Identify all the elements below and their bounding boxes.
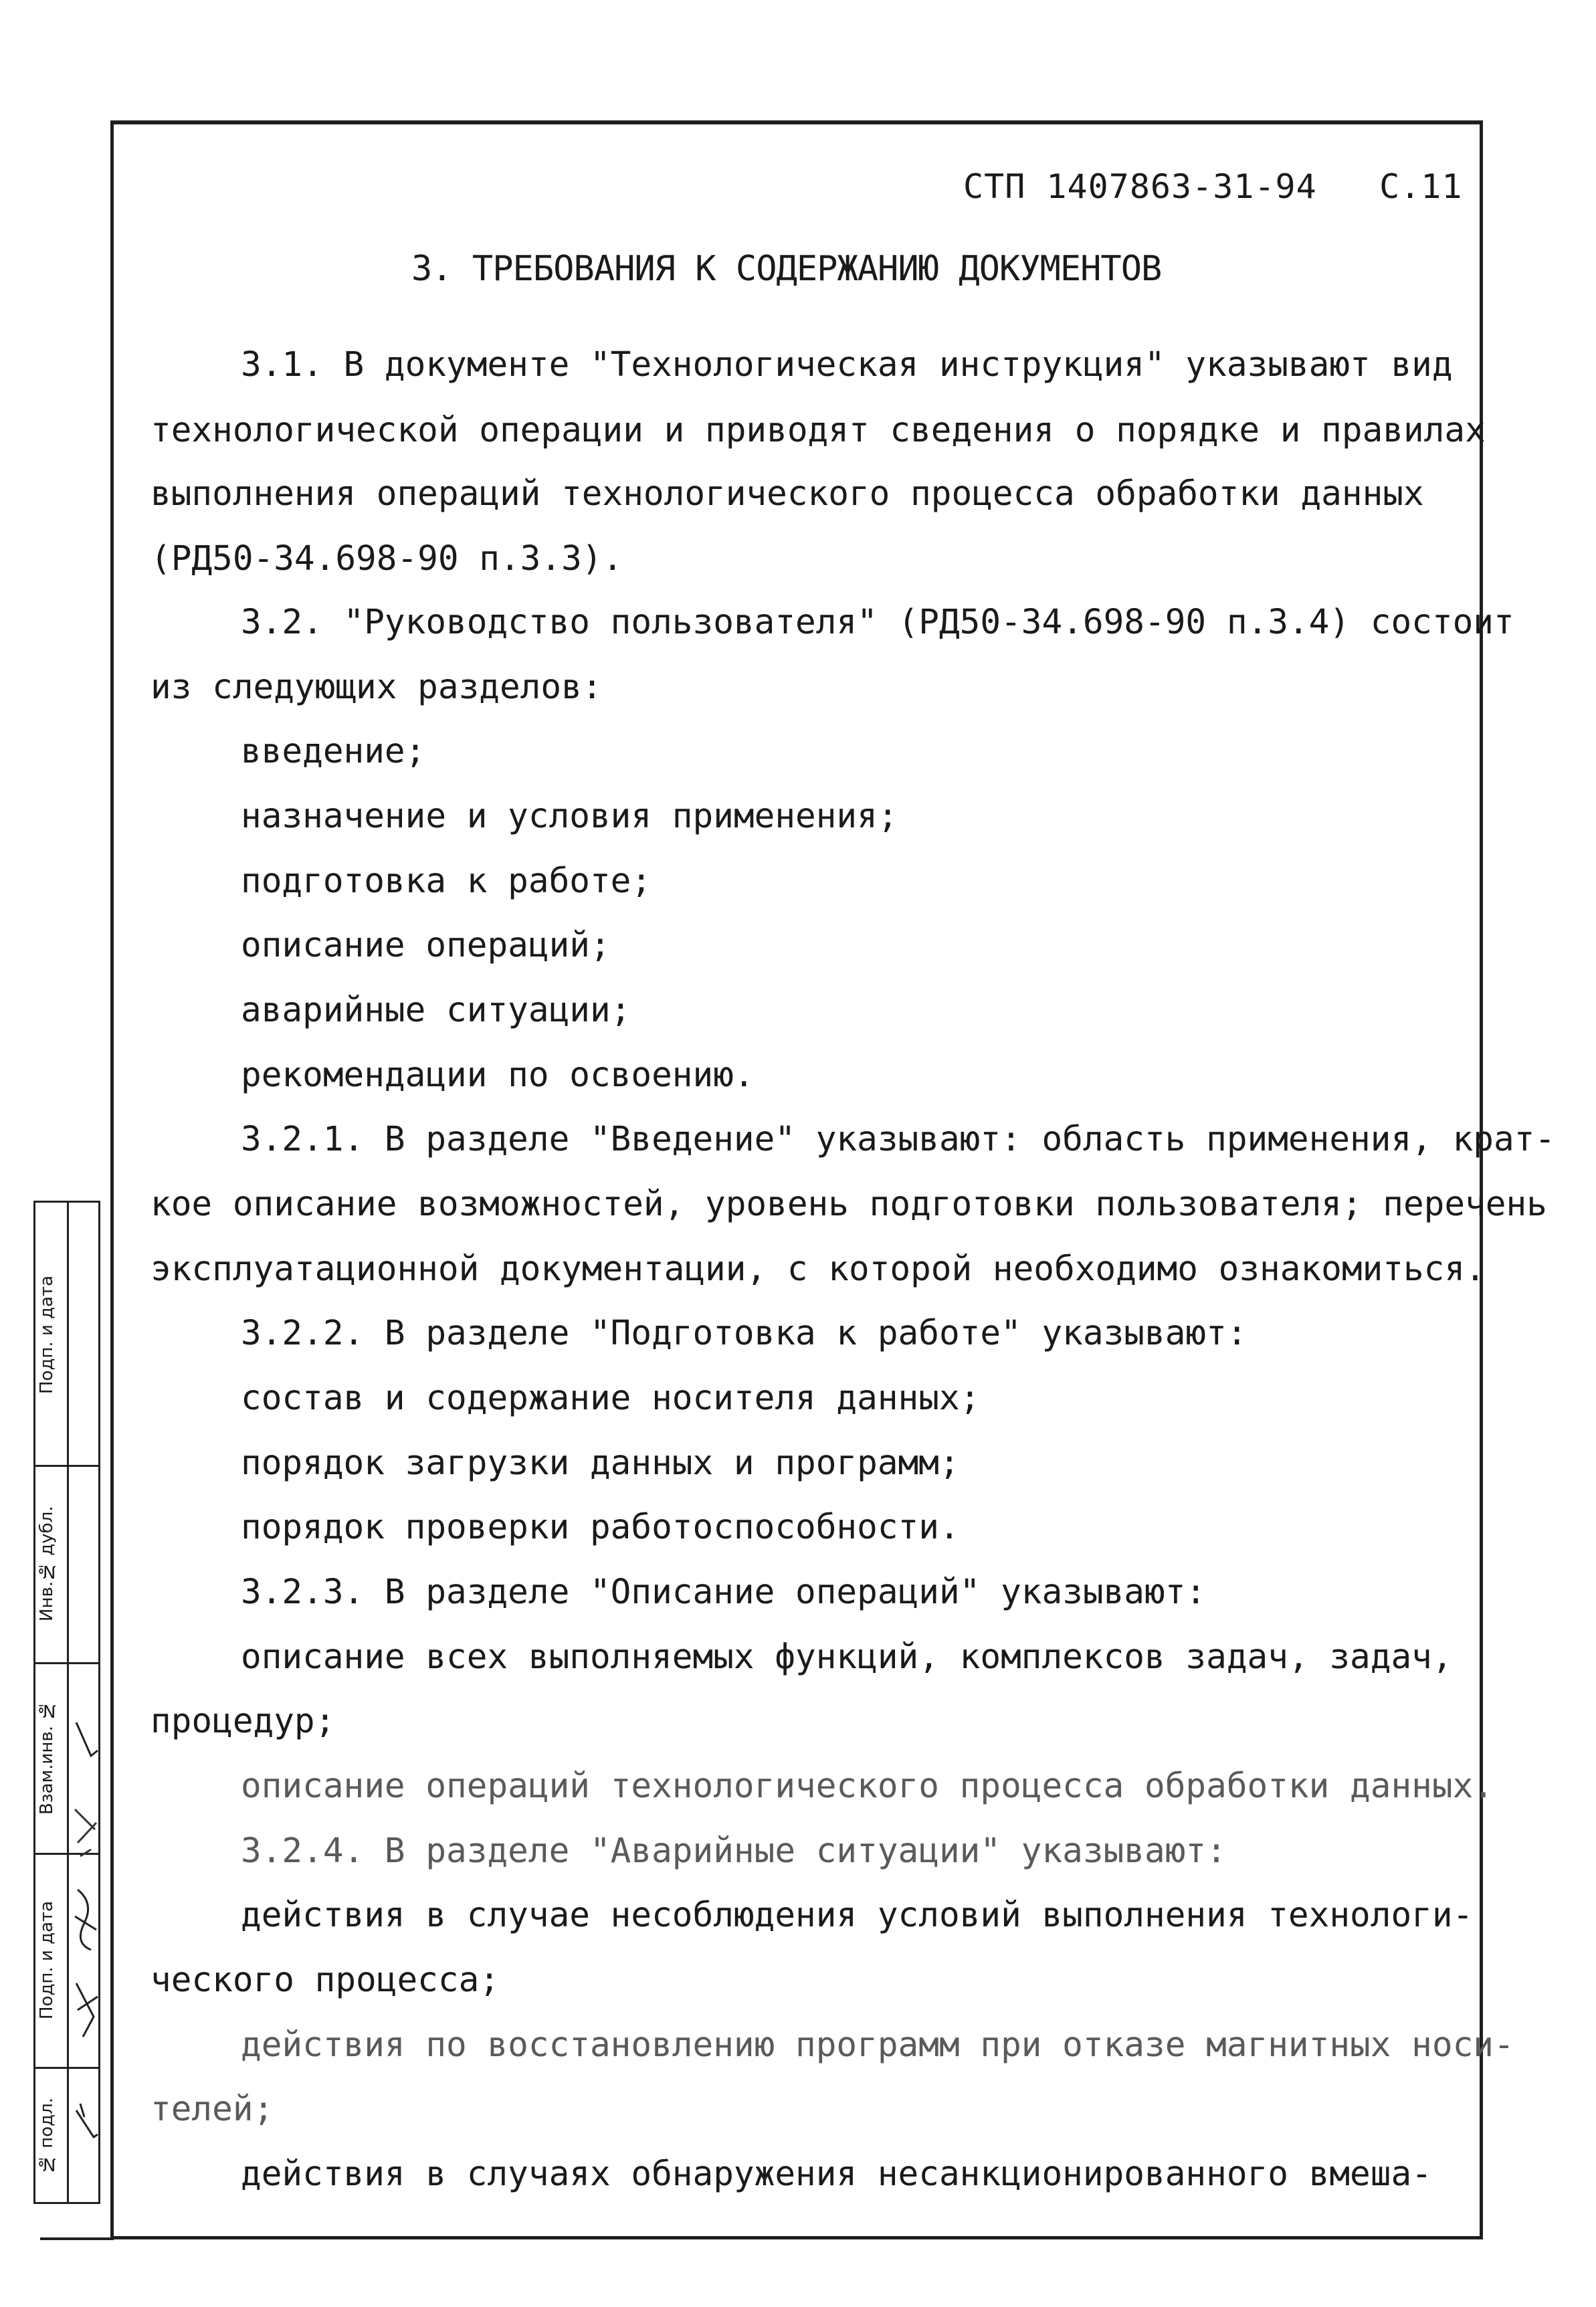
text-line: телей; bbox=[151, 2090, 274, 2129]
margin-stamp bbox=[33, 1201, 100, 2204]
page-header bbox=[963, 167, 1462, 206]
text-line: технологической операции и приводят сведения о порядке и правилах bbox=[151, 411, 1486, 450]
stamp-label-orig-inv: № подл. bbox=[37, 2097, 57, 2174]
signature-mark bbox=[71, 1789, 100, 1870]
text-line: из следующих разделов: bbox=[151, 668, 603, 707]
text-line: порядок загрузки данных и программ; bbox=[241, 1443, 960, 1483]
stamp-label-dup-inv: Инв.№ дубл. bbox=[37, 1506, 57, 1621]
stamp-rule bbox=[33, 1465, 100, 1467]
stamp-divider bbox=[67, 1201, 69, 2204]
stamp-label-replace-inv: Взам.инв. № bbox=[37, 1700, 57, 1815]
signature-mark bbox=[71, 2090, 100, 2171]
text-line: процедур; bbox=[151, 1702, 336, 1741]
section-title: 3. ТРЕБОВАНИЯ К СОДЕРЖАНИЮ ДОКУМЕНТОВ bbox=[411, 249, 1162, 289]
text-line: эксплуатационной документации, с которой необходимо ознакомиться. bbox=[151, 1249, 1486, 1289]
stamp-rule bbox=[33, 2202, 100, 2204]
stamp-label-sign-date-2: Подп. и дата bbox=[37, 1900, 57, 2019]
text-line: порядок проверки работоспособности. bbox=[241, 1508, 960, 1547]
stamp-rule bbox=[33, 1201, 100, 1203]
stamp-rule bbox=[33, 2067, 100, 2069]
text-line: описание всех выполняемых функций, комплексов задач, задач, bbox=[241, 1637, 1453, 1677]
text-line: кое описание возможностей, уровень подготовки пользователя; перечень bbox=[151, 1185, 1547, 1224]
stamp-border bbox=[98, 1201, 100, 2204]
text-line: состав и содержание носителя данных; bbox=[241, 1379, 981, 1418]
signature-mark bbox=[71, 1876, 100, 1957]
text-line: 3.2.1. В разделе "Введение" указывают: область применения, крат- bbox=[241, 1120, 1556, 1159]
stamp-rule bbox=[33, 1662, 100, 1664]
text-line: описание операций технологического процесса обработки данных. bbox=[241, 1767, 1494, 1806]
text-line: подготовка к работе; bbox=[241, 862, 652, 901]
text-line: ческого процесса; bbox=[151, 1961, 500, 2000]
text-line: 3.2.2. В разделе "Подготовка к работе" указывают: bbox=[241, 1314, 1248, 1353]
frame-bottom-rule bbox=[40, 2237, 114, 2240]
text-line: действия в случаях обнаружения несанкционированного вмеша- bbox=[241, 2154, 1432, 2194]
text-line: описание операций; bbox=[241, 926, 611, 965]
text-line: (РД50-34.698-90 п.3.3). bbox=[151, 539, 623, 579]
text-line: рекомендации по освоению. bbox=[241, 1056, 755, 1095]
stamp-border bbox=[33, 1201, 35, 2204]
text-line: действия по восстановлению программ при отказе магнитных носи- bbox=[241, 2025, 1514, 2065]
text-line: действия в случае несоблюдения условий выполнения технологи- bbox=[241, 1896, 1474, 1935]
signature-mark bbox=[71, 1709, 100, 1789]
text-line: 3.2. "Руководство пользователя" (РД50-34.698-90 п.3.4) состоит bbox=[241, 603, 1514, 642]
text-line: введение; bbox=[241, 732, 426, 771]
doc-code: СТП 1407863-31-94 bbox=[963, 167, 1317, 206]
page-number: С.11 bbox=[1379, 167, 1463, 206]
text-line: выполнения операций технологического процесса обработки данных bbox=[151, 474, 1424, 514]
text-line: 3.2.4. В разделе "Аварийные ситуации" указывают: bbox=[241, 1831, 1227, 1871]
text-line: назначение и условия применения; bbox=[241, 797, 898, 836]
text-line: 3.1. В документе "Технологическая инструкция" указывают вид bbox=[241, 345, 1453, 385]
signature-mark bbox=[71, 1970, 100, 2050]
stamp-label-sign-date: Подп. и дата bbox=[37, 1275, 57, 1394]
text-line: 3.2.3. В разделе "Описание операций" указывают: bbox=[241, 1573, 1207, 1612]
text-line: аварийные ситуации; bbox=[241, 991, 631, 1030]
